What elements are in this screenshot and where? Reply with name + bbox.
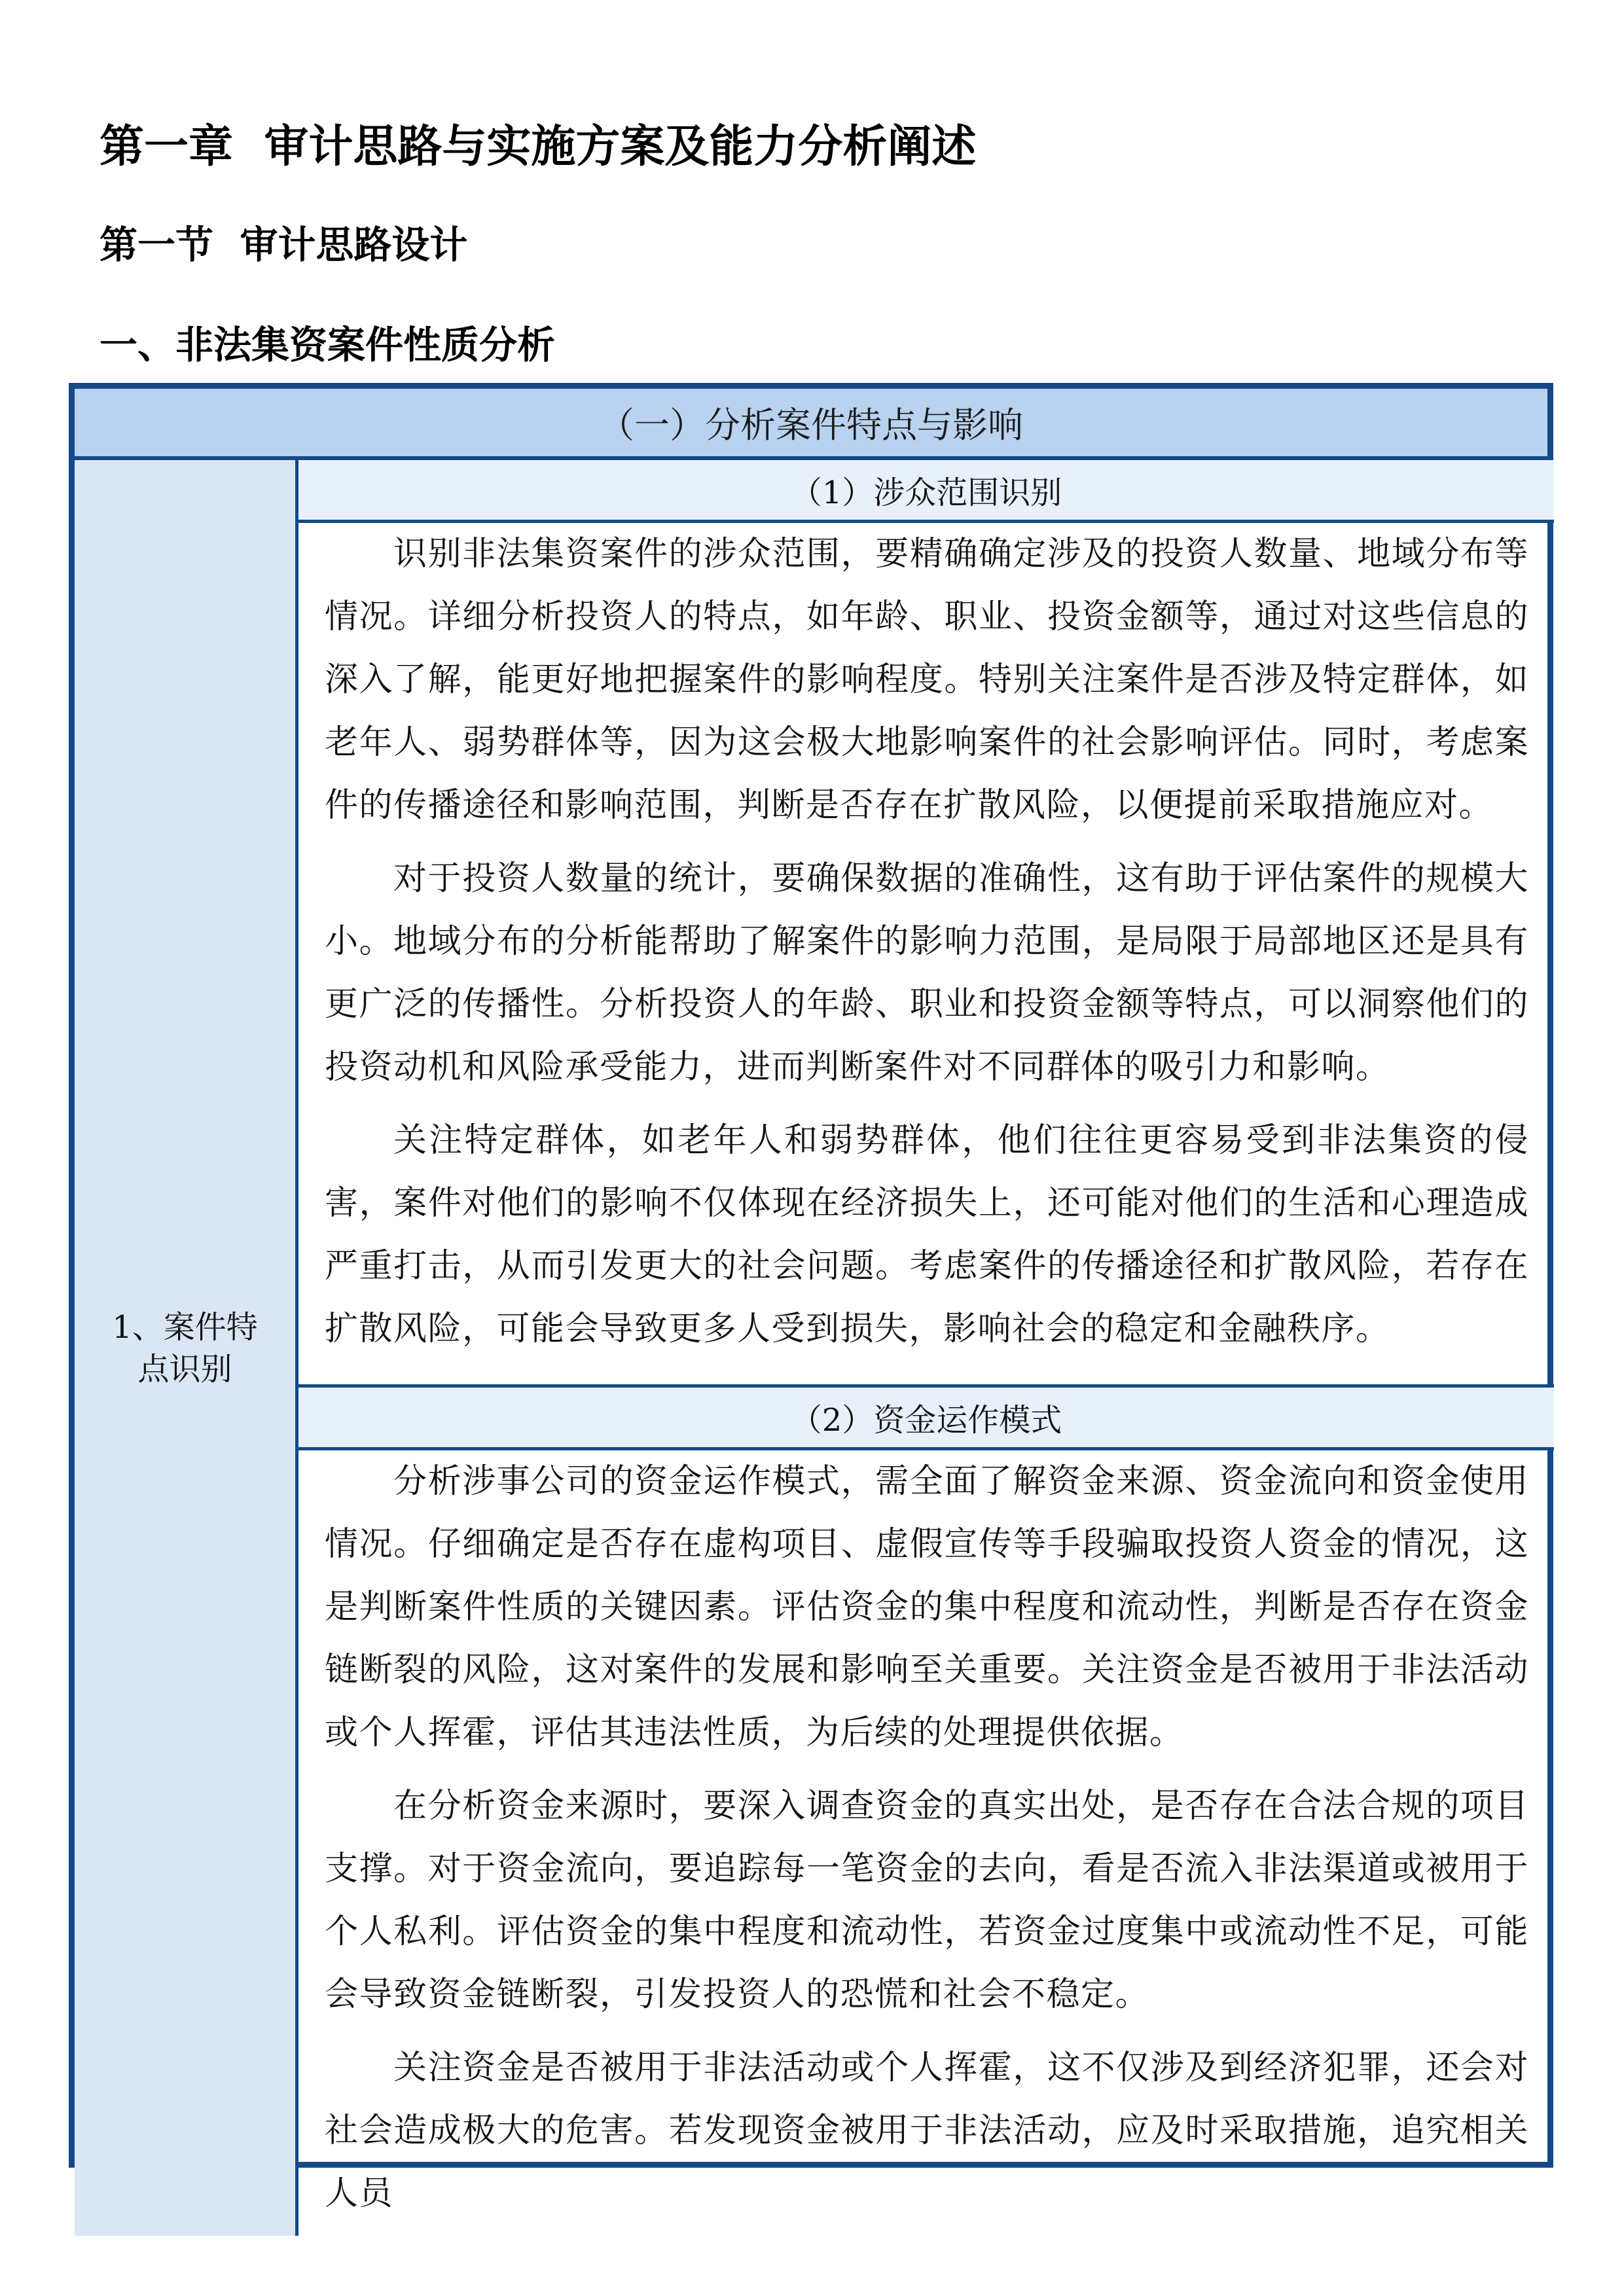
row-label: 1、案件特点识别 [112,1308,258,1388]
chapter-title: 第一章 审计思路与实施方案及能力分析阐述 [99,121,977,173]
part-title [298,1388,1554,1450]
table-header-text: （一）分析案件特点与影响 [599,404,1023,446]
row-label-cell [75,460,298,2236]
table-header [75,389,1547,460]
part-title [298,460,1554,523]
content-column [298,460,1554,2236]
paragraph: 识别非法集资案件的涉众范围，要精确确定涉及的投资人数量、地域分布等情况。详细分析投资人的特点，如年龄、职业、投资金额等，通过对这些信息的深入了解，能更好地把握案件的影响程度。特别关注案件是否涉及特定群体，如老年人、弱势群体等，因为这会极大地影响案件的社会影响评估。同时，考虑案件的传播途径和影响范围，判断是否存在扩散风险，以便提前采取措施应对。 [325,535,1529,825]
table-body [75,460,1547,2236]
section-title: 第一节 审计思路设计 [99,223,468,267]
paragraph: 关注资金是否被用于非法活动或个人挥霍，这不仅涉及到经济犯罪，还会对社会造成极大的危害。若发现资金被用于非法活动，应及时采取措施，追究相关人员 [325,2049,1529,2213]
part-content [298,1450,1554,2236]
subsection-title: 一、非法集资案件性质分析 [99,323,556,367]
analysis-table [69,383,1553,2213]
paragraph: 对于投资人数量的统计，要确保数据的准确性，这有助于评估案件的规模大小。地域分布的分析能帮助了解案件的影响力范围，是局限于局部地区还是具有更广泛的传播性。分析投资人的年龄、职业和投资金额等特点，可以洞察他们的投资动机和风险承受能力，进而判断案件对不同群体的吸引力和影响。 [325,859,1529,1086]
paragraph: 在分析资金来源时，要深入调查资金的真实出处，是否存在合法合规的项目支撑。对于资金流向，要追踪每一笔资金的去向，看是否流入非法渠道或被用于个人私利。评估资金的集中程度和流动性，若资金过度集中或流动性不足，可能会导致资金链断裂，引发投资人的恐慌和社会不稳定。 [325,1787,1529,2014]
part-title-text: （1）涉众范围识别 [790,475,1062,511]
part-content [298,523,1554,1388]
part-title-text: （2）资金运作模式 [790,1402,1062,1439]
paragraph: 分析涉事公司的资金运作模式，需全面了解资金来源、资金流向和资金使用情况。仔细确定是否存在虚构项目、虚假宣传等手段骗取投资人资金的情况，这是判断案件性质的关键因素。评估资金的集中程度和流动性，判断是否存在资金链断裂的风险，这对案件的发展和影响至关重要。关注资金是否被用于非法活动或个人挥霍，评估其违法性质，为后续的处理提供依据。 [325,1462,1529,1752]
paragraph: 关注特定群体，如老年人和弱势群体，他们往往更容易受到非法集资的侵害，案件对他们的影响不仅体现在经济损失上，还可能对他们的生活和心理造成严重打击，从而引发更大的社会问题。考虑案件的传播途径和扩散风险，若存在扩散风险，可能会导致更多人受到损失，影响社会的稳定和金融秩序。 [325,1121,1529,1348]
